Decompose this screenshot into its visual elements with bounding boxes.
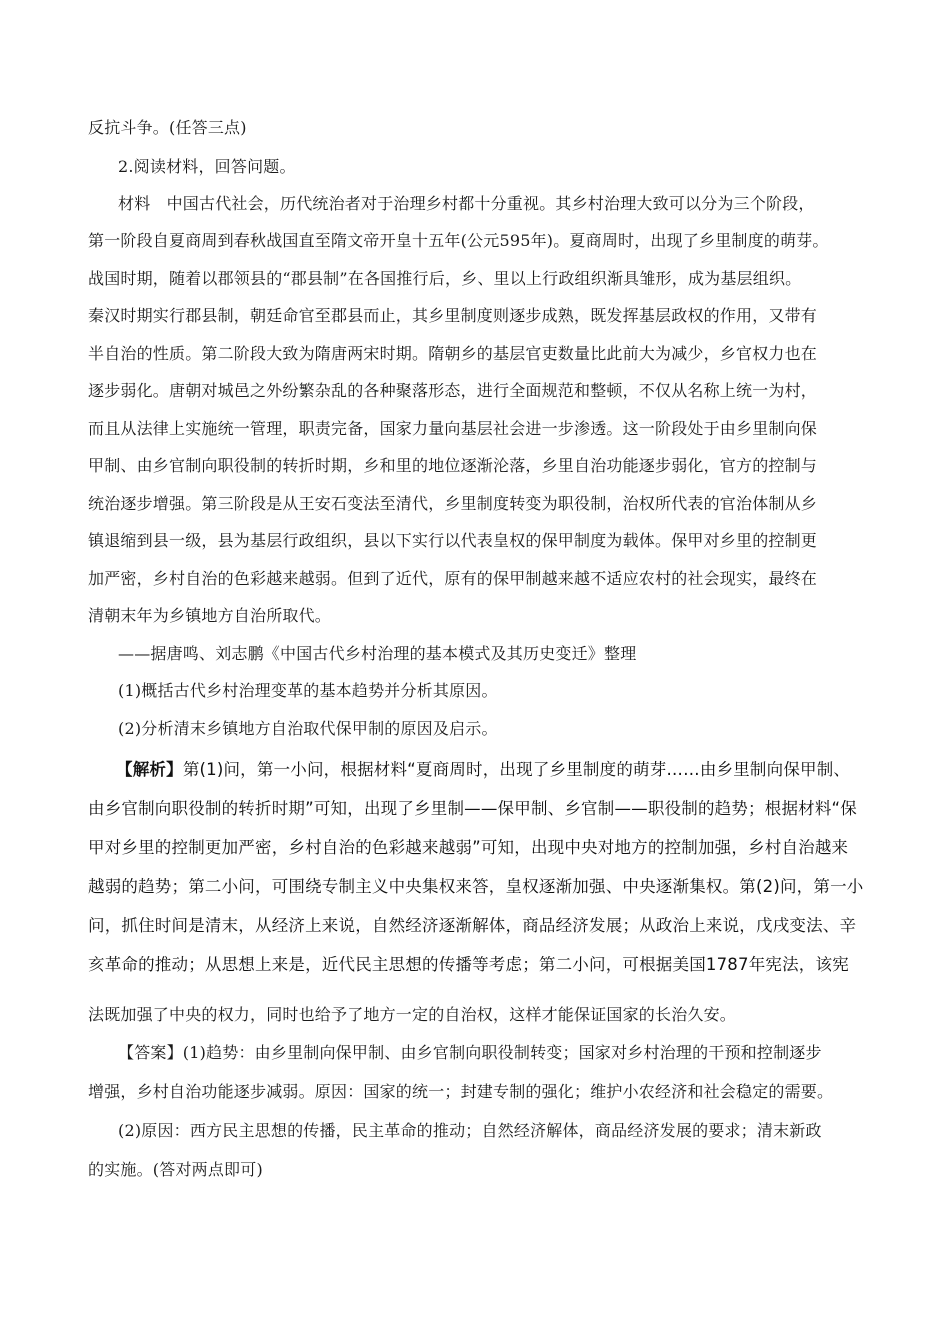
material-line: 材料 中国古代社会，历代统治者对于治理乡村都十分重视。其乡村治理大致可以分为三个阶段， — [118, 194, 815, 213]
material-line: 甲制、由乡官制向职役制的转折时期，乡和里的地位逐渐沦落，乡里自治功能逐步弱化，官方的控制与 — [88, 456, 818, 475]
material-line: 镇退缩到县一级，县为基层行政组织，县以下实行以代表皇权的保甲制度为载体。保甲对乡里的控制更 — [88, 531, 818, 550]
analysis-line: 越弱的趋势；第二小问，可围绕专制主义中央集权来答，皇权逐渐加强、中央逐渐集权。第(2)问，第一小 — [88, 877, 864, 896]
analysis-line: 甲对乡里的控制更加严密，乡村自治的色彩越来越弱”可知，出现中央对地方的控制加强，乡村自治越来 — [88, 838, 849, 857]
analysis-last-line: 法既加强了中央的权力，同时也给予了地方一定的自治权，这样才能保证国家的长治久安。 — [88, 1005, 737, 1024]
material-line: 秦汉时期实行郡县制，朝廷命官至郡县而止，其乡里制度则逐步成熟，既发挥基层政权的作用，又带有 — [88, 306, 818, 325]
material-source: ——据唐鸣、刘志鹏《中国古代乡村治理的基本模式及其历史变迁》整理 — [118, 644, 637, 663]
analysis-text: 第(1)问，第一小问，根据材料“夏商周时，出现了乡里制度的萌芽……由乡里制向保甲制、 — [182, 760, 851, 779]
material-line: 统治逐步增强。第三阶段是从王安石变法至清代，乡里制度转变为职役制，治权所代表的官治体制从乡 — [88, 494, 818, 513]
sub-question-1: (1)概括古代乡村治理变革的基本趋势并分析其原因。 — [118, 681, 498, 700]
answer-line: 的实施。(答对两点即可) — [88, 1160, 263, 1179]
analysis-line: 问，抓住时间是清末，从经济上来说，自然经济逐渐解体，商品经济发展；从政治上来说，戊戌变法、辛 — [88, 916, 857, 935]
analysis-line: 亥革命的推动；从思想上来是，近代民主思想的传播等考虑；第二小问，可根据美国1787年宪法，该宪 — [88, 955, 849, 974]
question-heading: 2.阅读材料，回答问题。 — [118, 157, 296, 176]
answer-line: (2)原因：西方民主思想的传播，民主革命的推动；自然经济解体，商品经济发展的要求；清末新政 — [118, 1121, 822, 1140]
material-line: 半自治的性质。第二阶段大致为隋唐两宋时期。隋朝乡的基层官吏数量比此前大为减少，乡官权力也在 — [88, 344, 818, 363]
analysis-tag: 【解析】 — [116, 760, 183, 779]
material-line: 战国时期，随着以郡领县的“郡县制”在各国推行后，乡、里以上行政组织渐具雏形，成为基层组织。 — [88, 269, 802, 288]
analysis-first-line — [116, 759, 850, 781]
material-line: 清朝末年为乡镇地方自治所取代。 — [88, 606, 332, 625]
material-line: 而且从法律上实施统一管理，职责完备，国家力量向基层社会进一步渗透。这一阶段处于由乡里制向保 — [88, 419, 818, 438]
continuation-text: 反抗斗争。(任答三点) — [88, 118, 247, 137]
answer-line: 【答案】(1)趋势：由乡里制向保甲制、由乡官制向职役制转变；国家对乡村治理的干预和控制逐步 — [118, 1043, 822, 1062]
material-line: 第一阶段自夏商周到春秋战国直至隋文帝开皇十五年(公元595年)。夏商周时，出现了乡里制度的萌芽。 — [88, 231, 829, 250]
material-line: 逐步弱化。唐朝对城邑之外纷繁杂乱的各种聚落形态，进行全面规范和整顿，不仅从名称上统一为村， — [88, 381, 818, 400]
sub-question-2: (2)分析清末乡镇地方自治取代保甲制的原因及启示。 — [118, 719, 498, 738]
material-line: 加严密，乡村自治的色彩越来越弱。但到了近代，原有的保甲制越来越不适应农村的社会现实，最终在 — [88, 569, 818, 588]
answer-line: 增强，乡村自治功能逐步减弱。原因：国家的统一；封建专制的强化；维护小农经济和社会稳定的需要。 — [88, 1082, 834, 1101]
analysis-line: 由乡官制向职役制的转折时期”可知，出现了乡里制——保甲制、乡官制——职役制的趋势；根据材料“保 — [88, 799, 857, 818]
